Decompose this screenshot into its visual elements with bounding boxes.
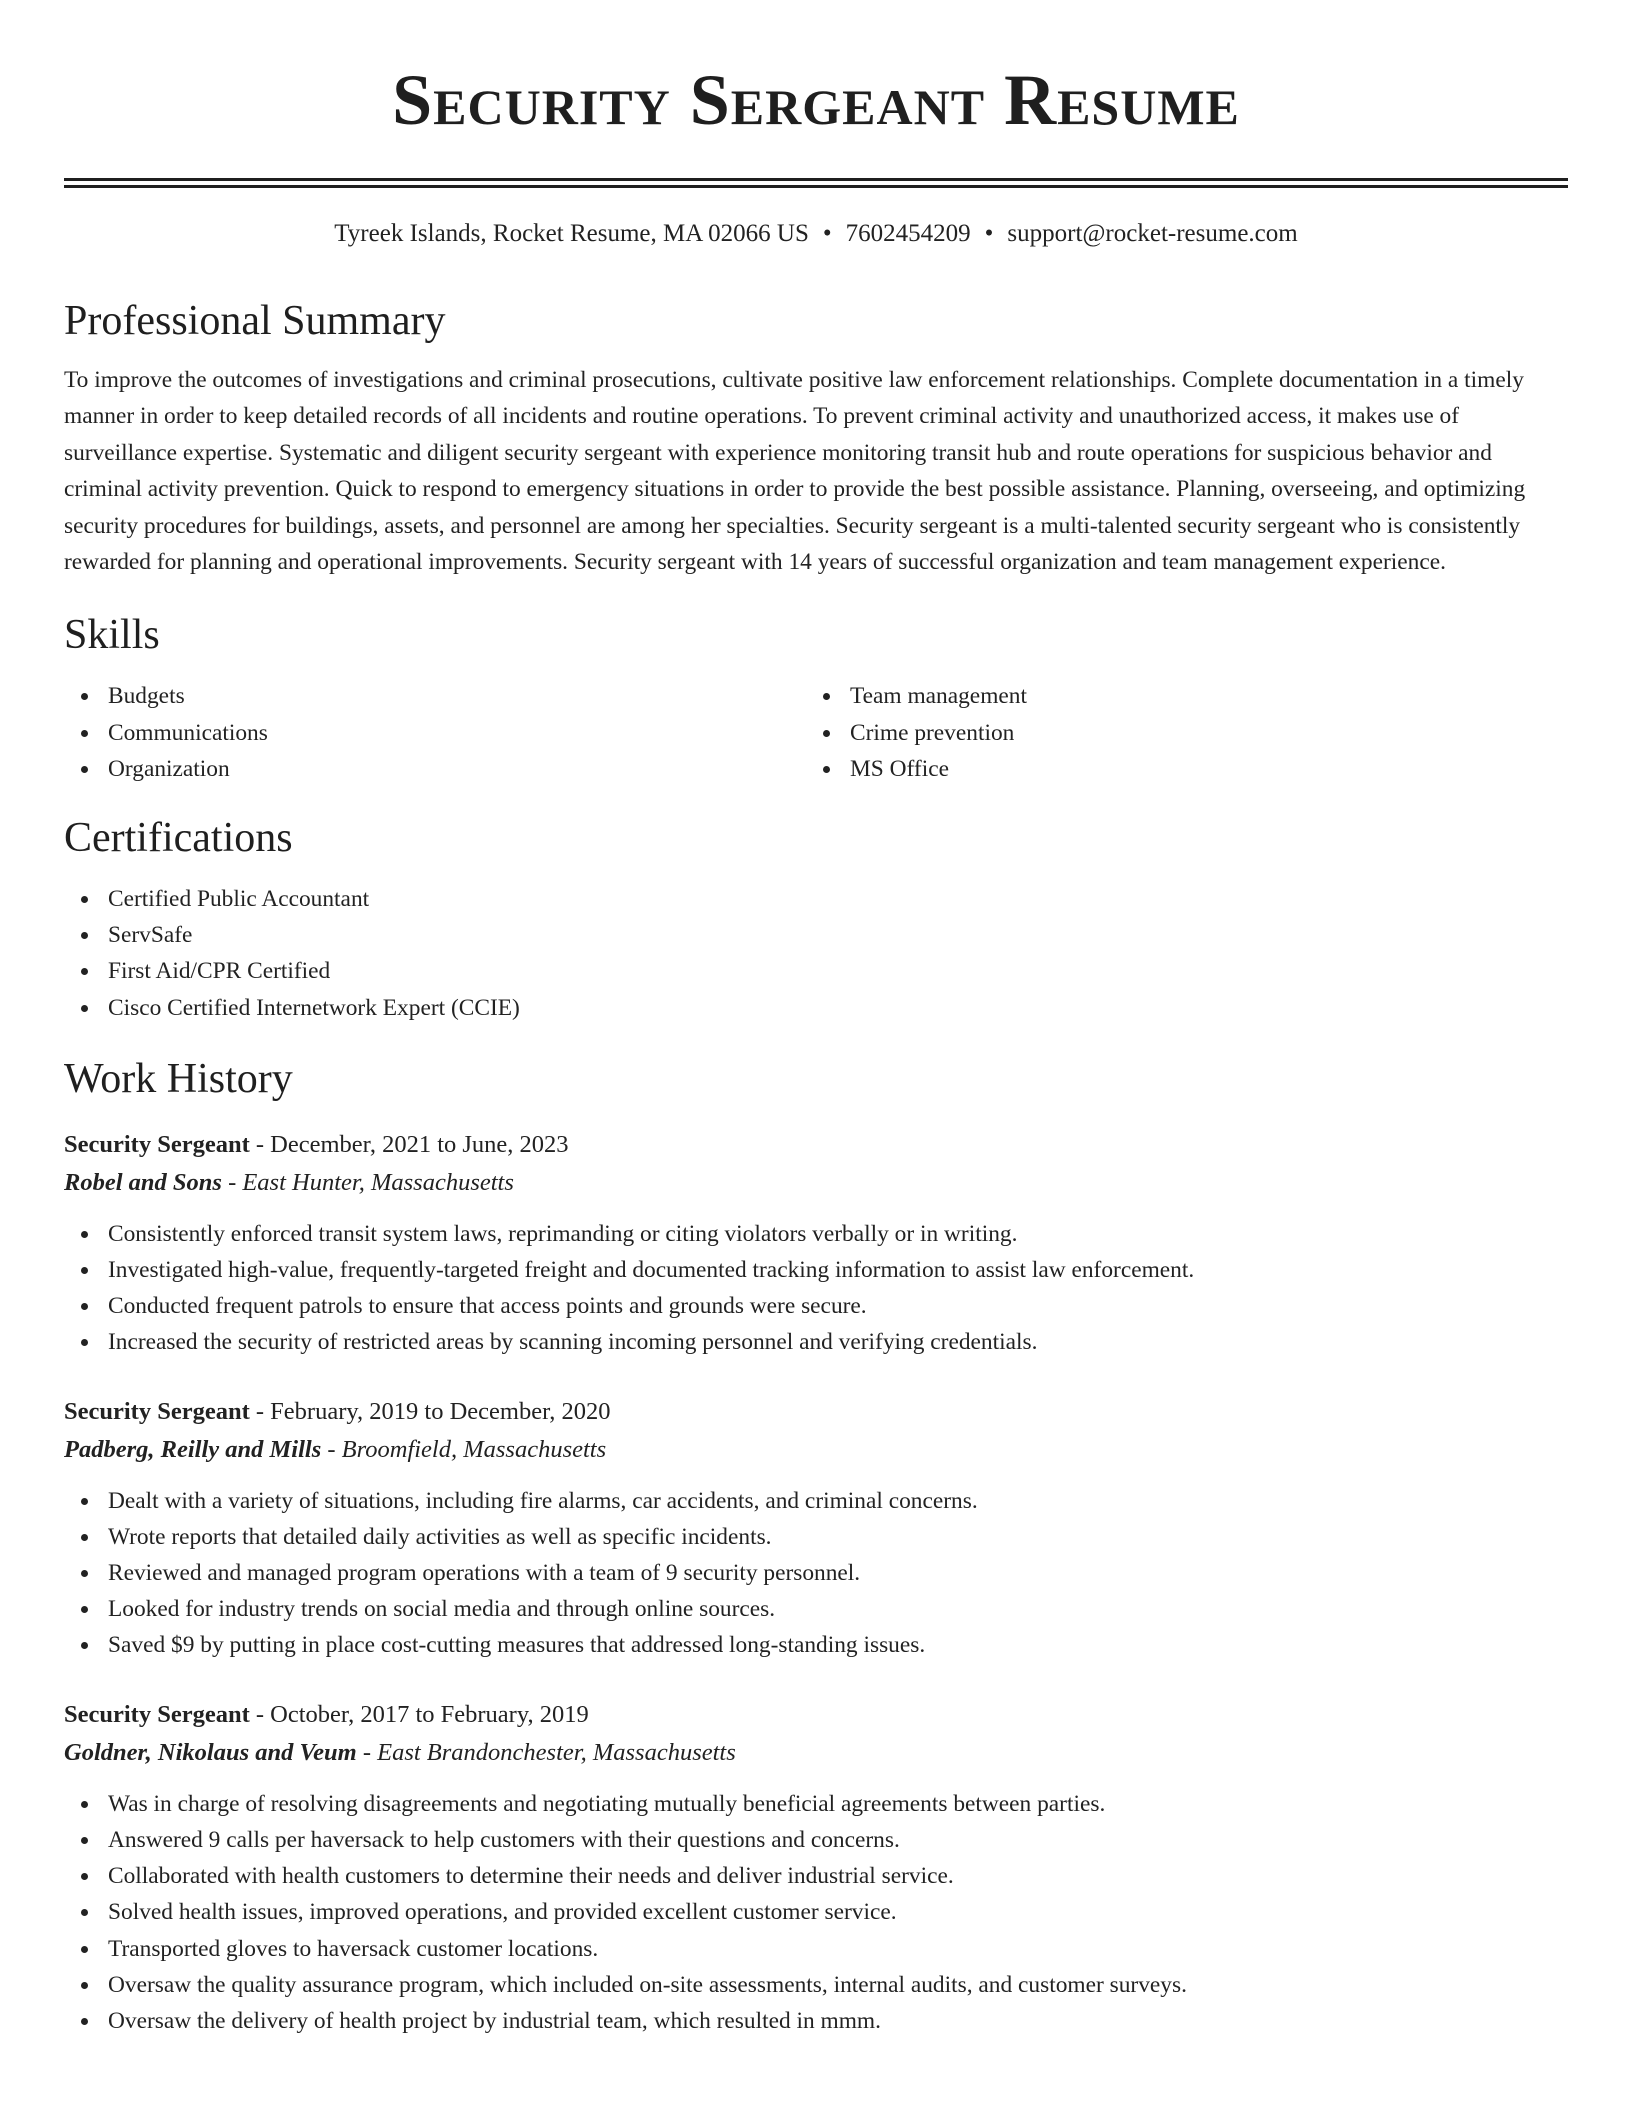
- contact-line: [64, 218, 1568, 250]
- summary-text: To improve the outcomes of investigations and criminal prosecutions, cultivate positive law enforcement relationships. Complete documentation in a timely manner in order to keep detailed records of all incidents and routine operations. To prevent criminal activity and unauthorized access, it makes use of surveillance expertise. Systematic and diligent security sergeant with experience monitoring transit hub and route operations for suspicious behavior and criminal activity prevention. Quick to respond to emergency situations in order to provide the best possible assistance. Planning, overseeing, and optimizing security procedures for buildings, assets, and personnel are among her specialties. Security sergeant is a multi-talented security sergeant who is consistently rewarded for planning and operational improvements. Security sergeant with 14 years of successful organization and team management experience.: [64, 367, 1526, 576]
- job-bullet: Dealt with a variety of situations, including fire alarms, car accidents, and criminal concerns.: [108, 1483, 1568, 1519]
- job-company: Padberg, Reilly and Mills: [64, 1435, 322, 1463]
- job-bullet: Saved $9 by putting in place cost-cutting measures that addressed long-standing issues.: [108, 1627, 1568, 1663]
- resume-title: Security Sergeant Resume: [392, 60, 1240, 140]
- job-company: Goldner, Nikolaus and Veum: [64, 1738, 357, 1766]
- job-bullet: Investigated high-value, frequently-targeted freight and documented tracking information to assist law enforcement.: [108, 1252, 1568, 1288]
- skill-item: MS Office: [850, 751, 1548, 787]
- job-bullet: Was in charge of resolving disagreements and negotiating mutually beneficial agreements between parties.: [108, 1786, 1568, 1822]
- title-double-rule: [64, 178, 1568, 188]
- skill-item: Communications: [108, 715, 806, 751]
- job-bullet: Wrote reports that detailed daily activities as well as specific incidents.: [108, 1519, 1568, 1555]
- job-bullet-list: [64, 1216, 1568, 1361]
- work-history-heading: Work History: [64, 1055, 293, 1102]
- job-bullet-list: [64, 1483, 1568, 1664]
- certification-item: Cisco Certified Internetwork Expert (CCIE): [108, 990, 1568, 1026]
- job-entry: [64, 1126, 1568, 1361]
- skills-column-right: [806, 678, 1548, 787]
- job-bullet-list: [64, 1786, 1568, 2039]
- certifications-list: [64, 881, 1568, 1026]
- contact-separator: •: [822, 220, 832, 247]
- job-title: Security Sergeant: [64, 1130, 250, 1158]
- job-title: Security Sergeant: [64, 1700, 250, 1728]
- contact-separator: •: [984, 220, 994, 247]
- job-bullet: Reviewed and managed program operations with a team of 9 security personnel.: [108, 1555, 1568, 1591]
- job-entry: [64, 1393, 1568, 1664]
- job-entry: [64, 1696, 1568, 2039]
- summary-heading: Professional Summary: [64, 298, 446, 344]
- job-bullet: Collaborated with health customers to determine their needs and deliver industrial service.: [108, 1858, 1568, 1894]
- skill-item: Organization: [108, 751, 806, 787]
- contact-email: support@rocket-resume.com: [1007, 220, 1298, 247]
- job-bullet: Oversaw the delivery of health project by industrial team, which resulted in mmm.: [108, 2003, 1568, 2039]
- certification-item: First Aid/CPR Certified: [108, 953, 1568, 989]
- contact-phone: 7602454209: [845, 220, 971, 247]
- job-bullet: Conducted frequent patrols to ensure that access points and grounds were secure.: [108, 1288, 1568, 1324]
- job-dates: - October, 2017 to February, 2019: [249, 1700, 589, 1728]
- certification-item: ServSafe: [108, 917, 1568, 953]
- job-title: Security Sergeant: [64, 1397, 250, 1425]
- job-location: - Broomfield, Massachusetts: [321, 1435, 607, 1463]
- job-location: - East Brandonchester, Massachusetts: [356, 1738, 736, 1766]
- job-bullet: Answered 9 calls per haversack to help customers with their questions and concerns.: [108, 1822, 1568, 1858]
- skill-item: Crime prevention: [850, 715, 1548, 751]
- skill-item: Budgets: [108, 678, 806, 714]
- skills-heading: Skills: [64, 612, 160, 659]
- job-company-line: [64, 1734, 1568, 1772]
- job-bullet: Transported gloves to haversack customer locations.: [108, 1931, 1568, 1967]
- job-title-line: [64, 1696, 1568, 1734]
- job-company-line: [64, 1431, 1568, 1469]
- job-location: - East Hunter, Massachusetts: [221, 1168, 514, 1196]
- job-bullet: Oversaw the quality assurance program, which included on-site assessments, internal audits, and customer surveys.: [108, 1967, 1568, 2003]
- skills-grid: [64, 678, 1568, 787]
- job-bullet: Increased the security of restricted areas by scanning incoming personnel and verifying credentials.: [108, 1324, 1568, 1360]
- certifications-heading: Certifications: [64, 815, 293, 862]
- job-dates: - December, 2021 to June, 2023: [249, 1130, 569, 1158]
- job-title-line: [64, 1126, 1568, 1164]
- job-bullet: Solved health issues, improved operations, and provided excellent customer service.: [108, 1894, 1568, 1930]
- job-bullet: Looked for industry trends on social media and through online sources.: [108, 1591, 1568, 1627]
- contact-address: Tyreek Islands, Rocket Resume, MA 02066 US: [334, 220, 809, 247]
- job-title-line: [64, 1393, 1568, 1431]
- skills-column-left: [64, 678, 806, 787]
- job-company: Robel and Sons: [64, 1168, 222, 1196]
- job-dates: - February, 2019 to December, 2020: [249, 1397, 611, 1425]
- skill-item: Team management: [850, 678, 1548, 714]
- job-bullet: Consistently enforced transit system laws, reprimanding or citing violators verbally or in writing.: [108, 1216, 1568, 1252]
- certification-item: Certified Public Accountant: [108, 881, 1568, 917]
- job-company-line: [64, 1164, 1568, 1202]
